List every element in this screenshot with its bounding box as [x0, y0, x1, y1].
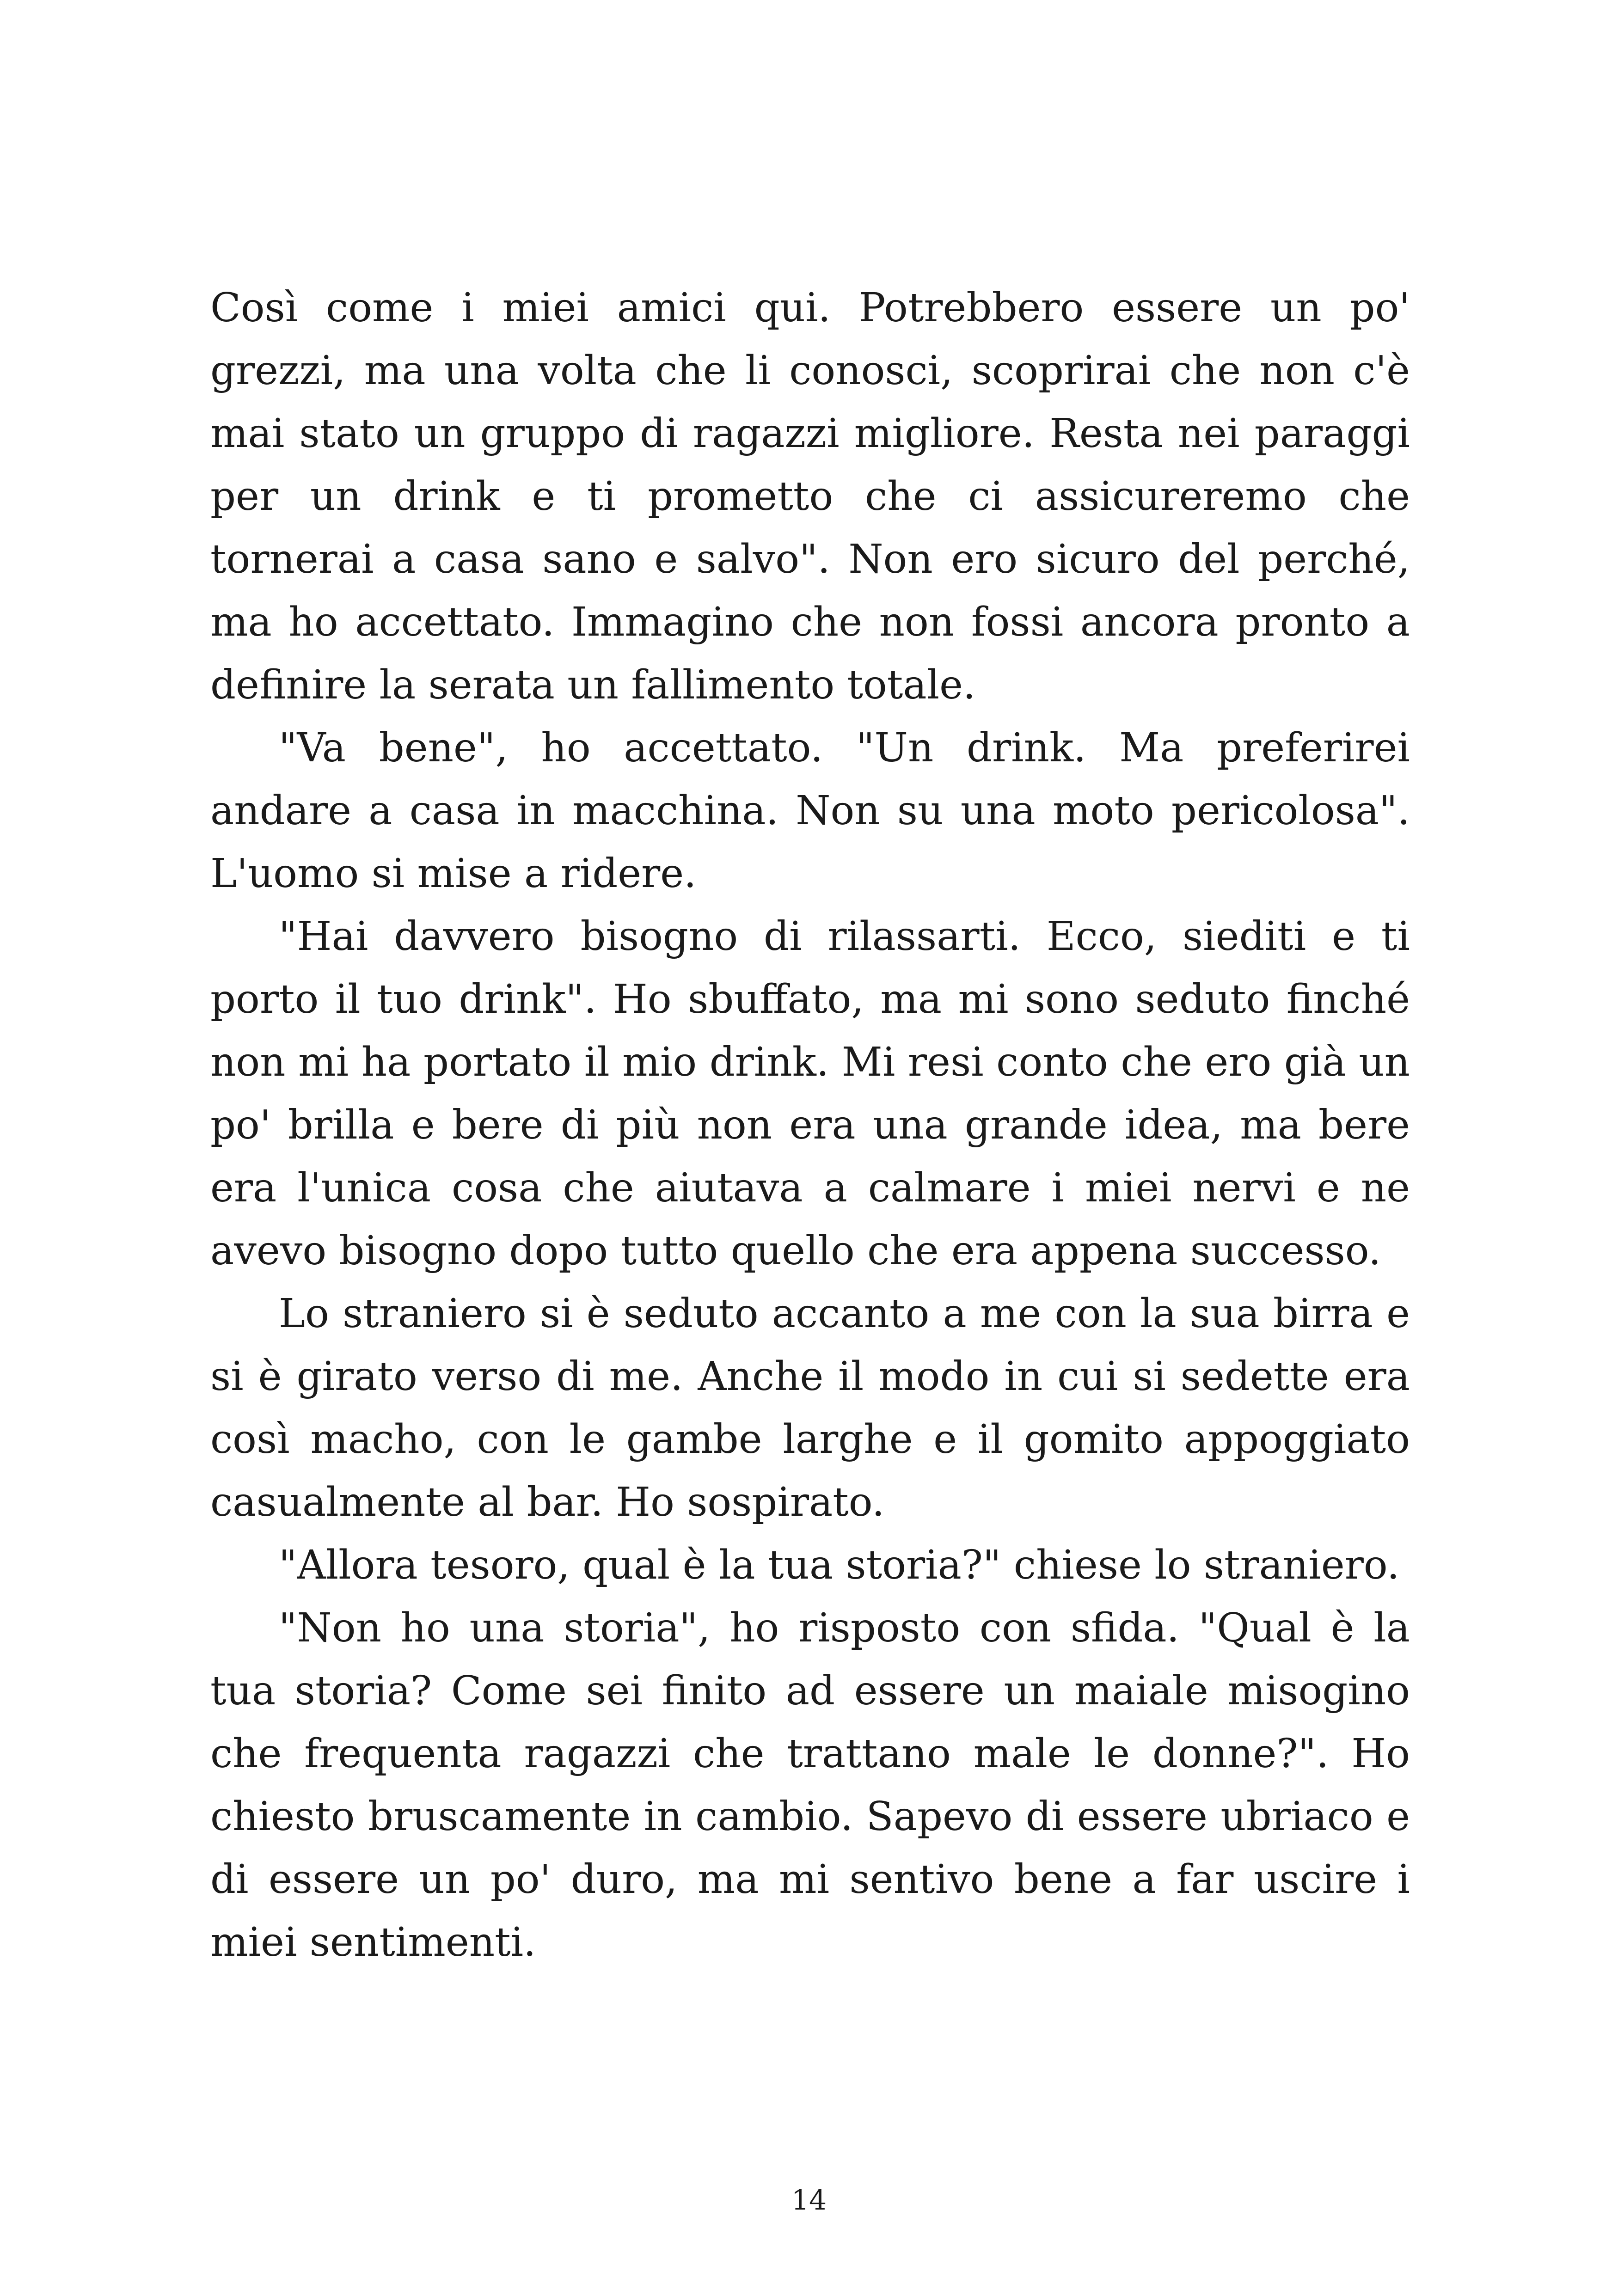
paragraph: Lo straniero si è seduto accanto a me con la sua birra e si è girato verso di me. Anche il modo in cui si sedette era così macho, con le gambe larghe e il gomito appoggiato casualmente al bar. Ho sospirato. — [210, 1291, 1410, 1525]
paragraph: "Hai davvero bisogno di rilassarti. Ecco, siediti e ti porto il tuo drink". Ho sbuffato, ma mi sono seduto finché non mi ha portato il mio drink. Mi resi conto che ero già un po' brilla e bere di più non era una grande idea, ma bere era l'unica cosa che aiutava a calmare i miei nervi e ne avevo bisogno dopo tutto quello che era appena successo. — [210, 913, 1410, 1274]
paragraph: "Non ho una storia", ho risposto con sfida. "Qual è la tua storia? Come sei finito ad essere un maiale misogino che frequenta ragazzi che trattano male le donne?". Ho chiesto bruscamente in cambio. Sapevo di essere ubriaco e di essere un po' duro, ma mi sentivo bene a far uscire i miei sentimenti. — [210, 1605, 1410, 1965]
paragraph: Così come i miei amici qui. Potrebbero essere un po' grezzi, ma una volta che li conosci, scoprirai che non c'è mai stato un gruppo di ragazzi migliore. Resta nei paraggi per un drink e ti prometto che ci assicureremo che tornerai a casa sano e salvo". Non ero sicuro del perché, ma ho accettato. Immagino che non fossi ancora pronto a definire la serata un fallimento totale. — [210, 285, 1410, 708]
paragraph: "Va bene", ho accettato. "Un drink. Ma preferirei andare a casa in macchina. Non su una moto pericolosa". L'uomo si mise a ridere. — [210, 725, 1410, 897]
page-number: 14 — [791, 2184, 827, 2216]
paragraph: "Allora tesoro, qual è la tua storia?" chiese lo straniero. — [279, 1542, 1400, 1588]
body-text — [210, 276, 1410, 1974]
